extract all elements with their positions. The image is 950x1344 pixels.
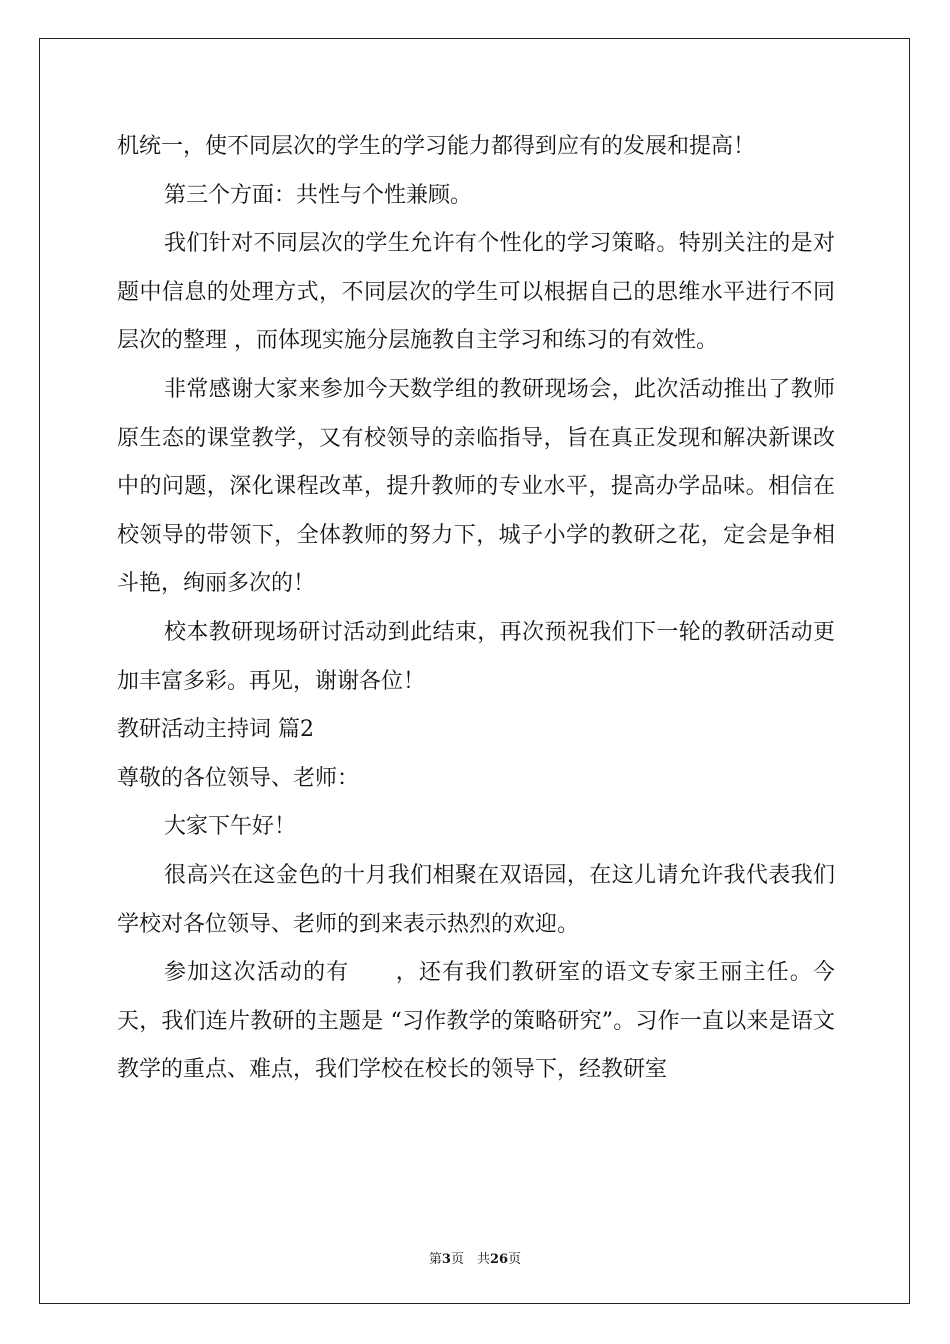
paragraph: 非常感谢大家来参加今天数学组的教研现场会，此次活动推出了教师原生态的课堂教学，又有校领导的亲临指导，旨在真正发现和解决新课改中的问题，深化课程改革，提升教师的专业水平，提高办学品味。相信在校领导的带领下，全体教师的努力下，城子小学的教研之花，定会是争相斗艳，绚丽多次的！ — [117, 376, 835, 597]
section-subheading: 第三个方面：共性与个性兼顾。 — [164, 182, 473, 208]
greeting: 大家下午好！ — [164, 814, 297, 840]
document-body — [117, 123, 835, 1095]
current-page-number: 3 — [441, 1252, 451, 1267]
footer-middle: 页 共 — [450, 1252, 490, 1267]
page-footer — [0, 1248, 950, 1267]
paragraph: 校本教研现场研讨活动到此结束，再次预祝我们下一轮的教研活动更加丰富多彩。再见，谢谢各位！ — [117, 619, 835, 694]
footer-prefix: 第 — [428, 1252, 442, 1267]
section-title: 教研活动主持词 篇2 — [117, 717, 314, 743]
paragraph: 参加这次活动的有 ，还有我们教研室的语文专家王丽主任。今天，我们连片教研的主题是 “习作教学的策略研究”。习作一直以来是语文教学的重点、难点，我们学校在校长的领导下，经教研室 — [117, 960, 835, 1083]
paragraph: 很高兴在这金色的十月我们相聚在双语园，在这儿请允许我代表我们学校对各位领导、老师的到来表示热烈的欢迎。 — [117, 862, 835, 937]
paragraph: 机统一，使不同层次的学生的学习能力都得到应有的发展和提高！ — [117, 134, 756, 159]
footer-suffix: 页 — [508, 1252, 522, 1267]
paragraph: 我们针对不同层次的学生允许有个性化的学习策略。特别关注的是对题中信息的处理方式，不同层次的学生可以根据自己的思维水平进行不同层次的整理 ，而体现实施分层施教自主学习和练习的有效性。 — [117, 231, 835, 354]
total-page-count: 26 — [489, 1252, 509, 1267]
salutation: 尊敬的各位领导、老师： — [117, 765, 360, 791]
